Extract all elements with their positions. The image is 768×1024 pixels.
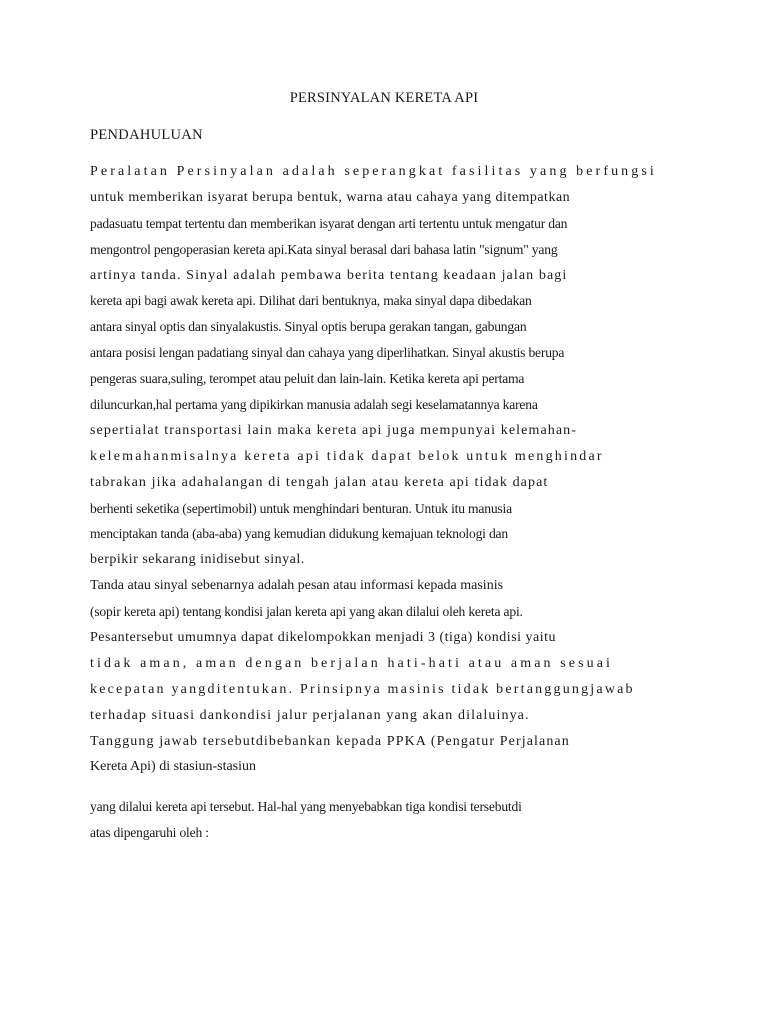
text-line: mengontrol pengoperasian kereta api.Kata sinyal berasal dari bahasa latin "signum" yang [90, 241, 558, 257]
text-line: terhadap situasi dankondisi jalur perjalanan yang akan dilaluinya. [90, 707, 530, 723]
document-title: PERSINYALAN KERETA API [289, 90, 479, 106]
paragraph-gap [90, 780, 680, 794]
text-line: menciptakan tanda (aba-aba) yang kemudian didukung kemajuan teknologi dan [90, 526, 508, 542]
text-line: Tanda atau sinyal sebenarnya adalah pesan atau informasi kepada masinis [90, 578, 504, 594]
text-line: Tanggung jawab tersebutdibebankan kepada PPKA (Pengatur Perjalanan [90, 733, 570, 749]
text-line: artinya tanda. Sinyal adalah pembawa berita tentang keadaan jalan bagi [90, 267, 568, 283]
text-line: atas dipengaruhi oleh : [90, 825, 209, 841]
text-line: antara sinyal optis dan sinyalakustis. Sinyal optis berupa gerakan tangan, gabungan [90, 319, 527, 335]
text-line: tabrakan jika adahalangan di tengah jalan atau kereta api tidak dapat [90, 474, 549, 490]
text-line: diluncurkan,hal pertama yang dipikirkan manusia adalah segi keselamatannya karena [90, 397, 538, 413]
text-line: antara posisi lengan padatiang sinyal dan cahaya yang diperlihatkan. Sinyal akustis berupa [90, 345, 565, 361]
text-line: pengeras suara,suling, terompet atau peluit dan lain-lain. Ketika kereta api pertama [90, 371, 525, 387]
text-line: Peralatan Persinyalan adalah seperangkat fasilitas yang berfungsi [90, 164, 657, 179]
text-line: sepertialat transportasi lain maka kereta api juga mempunyai kelemahan- [90, 422, 578, 438]
text-line: berhenti seketika (sepertimobil) untuk menghindari benturan. Untuk itu manusia [90, 500, 512, 516]
text-line: untuk memberikan isyarat berupa bentuk, warna atau cahaya yang ditempatkan [90, 189, 571, 205]
text-line: yang dilalui kereta api tersebut. Hal-hal yang menyebabkan tiga kondisi tersebutdi [90, 799, 522, 815]
text-line: kelemahanmisalnya kereta api tidak dapat belok untuk menghindar [90, 448, 604, 464]
text-line: padasuatu tempat tertentu dan memberikan isyarat dengan arti tertentu untuk mengatur dan [90, 215, 568, 231]
document-body [90, 159, 680, 846]
text-line: kereta api bagi awak kereta api. Dilihat dari bentuknya, maka sinyal dapa dibedakan [90, 293, 532, 309]
text-line: Pesantersebut umumnya dapat dikelompokkan menjadi 3 (tiga) kondisi yaitu [90, 630, 557, 646]
text-line: Kereta Api) di stasiun-stasiun [90, 759, 257, 775]
text-line: berpikir sekarang inidisebut sinyal. [90, 552, 305, 568]
text-line: (sopir kereta api) tentang kondisi jalan kereta api yang akan dilalui oleh kereta api. [90, 604, 523, 620]
text-line: tidak aman, aman dengan berjalan hati-hati atau aman sesuai [90, 655, 614, 671]
text-line: kecepatan yangditentukan. Prinsipnya masinis tidak bertanggungjawab [90, 681, 635, 697]
section-heading: PENDAHULUAN [90, 127, 203, 143]
